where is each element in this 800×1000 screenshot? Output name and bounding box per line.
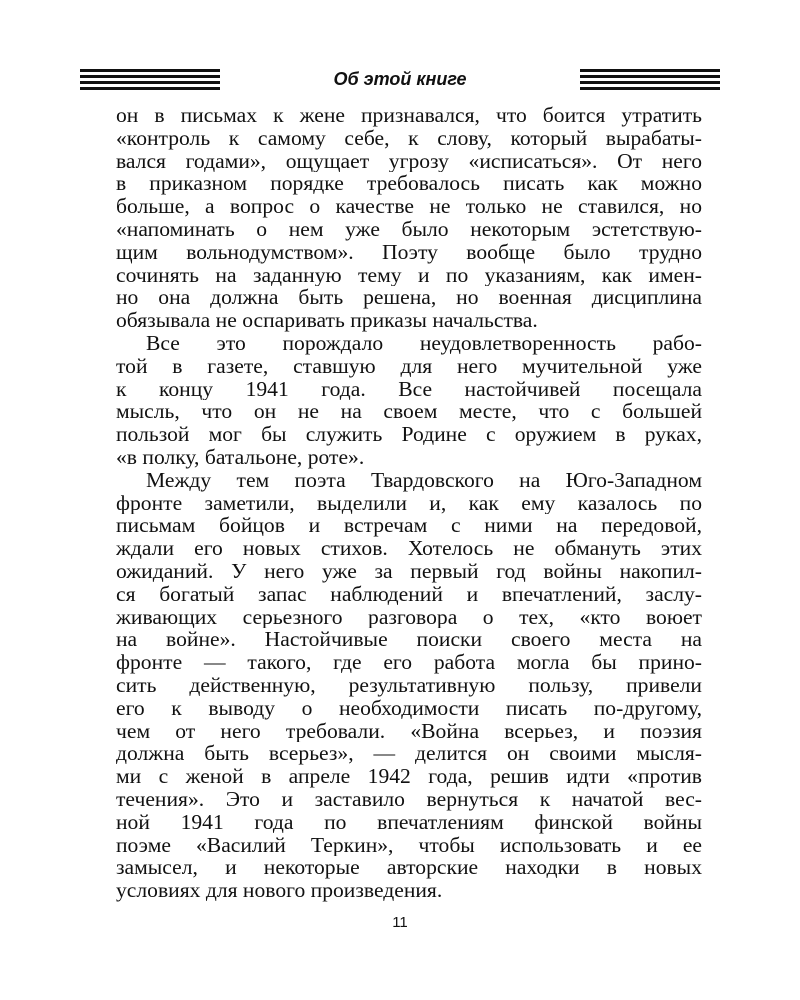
header-rule-left xyxy=(80,66,220,92)
text-line: ся богатый запас наблюдений и впечатлений, заслу- xyxy=(116,582,702,606)
text-line: Все это порождало неудовлетворенность рабо- xyxy=(146,331,702,355)
text-line: Между тем поэта Твардовского на Юго-Западном xyxy=(146,468,702,492)
text-line: пользой мог бы служить Родине с оружием в руках, xyxy=(116,423,702,446)
text-line: сить действенную, результативную пользу, привели xyxy=(116,673,702,697)
text-line: он в письмах к жене признавался, что боится утратить xyxy=(116,104,702,127)
text-line: ми с женой в апреле 1942 года, решив идти «против xyxy=(116,765,702,788)
paragraph-1 xyxy=(116,104,702,332)
running-header-title: Об этой книге xyxy=(333,69,467,89)
running-header xyxy=(80,66,720,92)
text-line: ной 1941 года по впечатлениям финской войны xyxy=(116,810,702,834)
text-line: замысел, и некоторые авторские находки в новых xyxy=(116,856,702,880)
text-line: поэме «Василий Теркин», чтобы использовать и ее xyxy=(116,833,702,857)
text-line: чем от него требовали. «Война всерьез, и поэзия xyxy=(116,719,702,743)
text-line: больше, а вопрос о качестве не только не ставился, но xyxy=(116,195,702,218)
text-line: его к выводу о необходимости писать по-другому, xyxy=(116,696,702,720)
text-line: живающих серьезного разговора о тех, «кто воюет xyxy=(116,605,702,629)
text-line: щим вольнодумством». Поэту вообще было трудно xyxy=(116,240,702,264)
text-line: должна быть всерьез», — делится он своими мысля- xyxy=(116,742,702,766)
text-line: ожиданий. У него уже за первый год войны накопил- xyxy=(116,559,702,583)
text-line: «напоминать о нем уже было некоторым эстетствую- xyxy=(116,217,702,241)
text-line: письмам бойцов и встречам с ними на передовой, xyxy=(116,514,702,538)
text-line: к концу 1941 года. Все настойчивей посещала xyxy=(116,377,702,401)
paragraph-2 xyxy=(116,332,702,469)
text-line: течения». Это и заставило вернуться к начатой вес- xyxy=(116,787,702,811)
text-line: но она должна быть решена, но военная дисциплина xyxy=(116,286,702,310)
text-line: в приказном порядке требовалось писать как можно xyxy=(116,172,702,196)
text-line: мысль, что он не на своем месте, что с большей xyxy=(116,400,702,424)
text-line: обязывала не оспаривать приказы начальства. xyxy=(116,309,538,332)
text-line: той в газете, ставшую для него мучительной уже xyxy=(116,354,702,378)
text-line: ждали его новых стихов. Хотелось не обмануть этих xyxy=(116,537,702,560)
paragraph-3 xyxy=(116,469,702,902)
text-line: сочинять на заданную тему и по указаниям, как имен- xyxy=(116,263,702,287)
text-line: фронте заметили, выделили и, как ему казалось по xyxy=(116,491,702,515)
text-line: фронте — такого, где его работа могла бы прино- xyxy=(116,651,702,674)
text-line: условиях для нового произведения. xyxy=(116,879,443,902)
text-line: вался годами», ощущает угрозу «исписаться». От него xyxy=(116,149,702,173)
text-line: «контроль к самому себе, к слову, который вырабаты- xyxy=(116,126,702,150)
body-text xyxy=(116,104,702,902)
header-rule-right xyxy=(580,66,720,92)
text-line: «в полку, батальоне, роте». xyxy=(116,445,365,469)
page-number: 11 xyxy=(392,914,408,931)
text-line: на войне». Настойчивые поиски своего места на xyxy=(116,628,702,652)
